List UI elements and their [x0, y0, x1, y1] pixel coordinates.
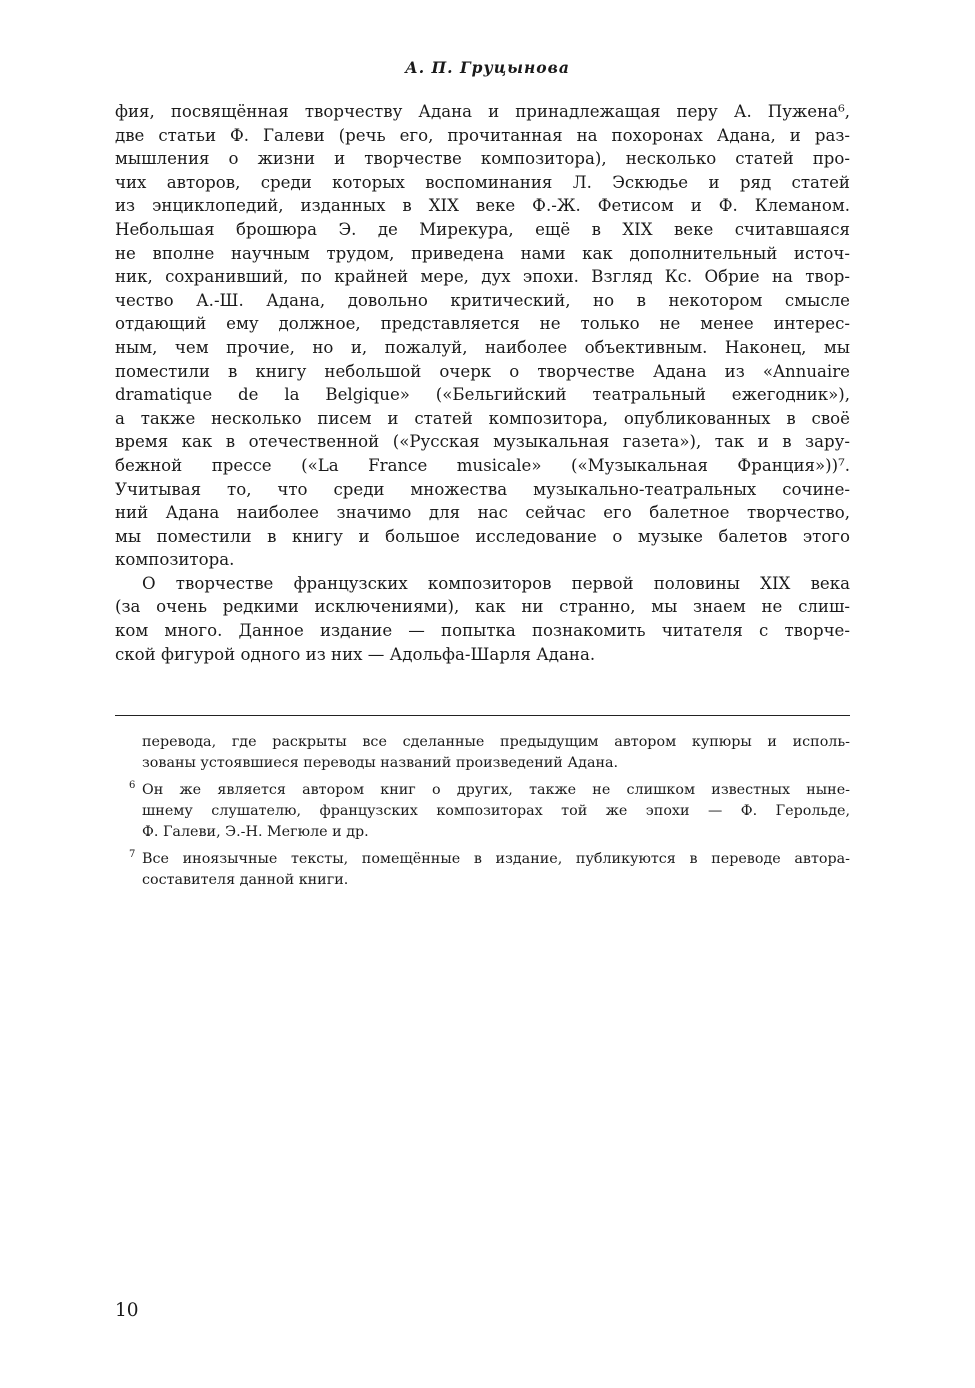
text-line: две статьи Ф. Галеви (речь его, прочитанная на похоронах Адана, и раз-: [115, 125, 850, 145]
text-line: бежной прессе («La France musicale» («Музыкальная Франция»))⁷.: [115, 455, 850, 475]
text-line: мы поместили в книгу и большое исследование о музыке балетов этого: [115, 526, 850, 546]
text-line: ний Адана наиболее значимо для нас сейчас его балетное творчество,: [115, 503, 850, 523]
footnote-divider: [115, 715, 850, 716]
text-line: отдающий ему должное, представляется не только не менее интерес-: [115, 314, 850, 334]
footnote-7: [115, 849, 850, 870]
text-line: Учитывая то, что среди множества музыкально-театральных сочине-: [115, 479, 850, 499]
text-line: dramatique de la Belgique» («Бельгийский театральный ежегодник»),: [115, 385, 850, 405]
text-line: О творчестве французских композиторов первой половины XIX века: [142, 573, 850, 593]
text-line: (за очень редкими исключениями), как ни странно, мы знаем не слиш-: [115, 597, 850, 617]
footnote-line: перевода, где раскрыты все сделанные предыдущим автором купюры и исполь-: [142, 734, 850, 750]
running-title: А. П. Груцынова: [405, 58, 570, 77]
main-text: [115, 100, 850, 666]
text-line: ным, чем прочие, но и, пожалуй, наиболее объективным. Наконец, мы: [115, 337, 850, 357]
footnote-line: шнему слушателю, французских композиторах той же эпохи — Ф. Герольде,: [142, 803, 850, 819]
footnote-line: Он же является автором книг о других, также не слишком известных ныне-: [142, 782, 850, 798]
footnote-marker: 7: [129, 849, 136, 860]
page-number: 10: [115, 1300, 139, 1321]
text-line: а также несколько писем и статей композитора, опубликованных в своё: [115, 408, 850, 428]
text-line: ской фигурой одного из них — Адольфа-Шарля Адана.: [115, 644, 596, 664]
text-line: мышления о жизни и творчестве композитора), несколько статей про-: [115, 149, 850, 169]
text-line: Небольшая брошюра Э. де Мирекура, ещё в XIX веке считавшаяся: [115, 219, 850, 239]
footnote-line: Все иноязычные тексты, помещённые в издание, публикуются в переводе автора-: [142, 851, 850, 867]
text-line: из энциклопедий, изданных в XIX веке Ф.-Ж. Фетисом и Ф. Клеманом.: [115, 196, 850, 216]
footnote-6: [115, 780, 850, 801]
footnote-marker: 6: [129, 780, 136, 791]
text-line: чих авторов, среди которых воспоминания Л. Эскюдье и ряд статей: [115, 172, 850, 192]
text-line: фия, посвящённая творчеству Адана и принадлежащая перу А. Пужена⁶,: [115, 102, 850, 121]
footnotes: [115, 732, 850, 891]
text-line: ник, сохранивший, по крайней мере, дух эпохи. Взгляд Кс. Обрие на твор-: [115, 267, 850, 287]
text-line: чество А.-Ш. Адана, довольно критический, но в некотором смысле: [115, 290, 850, 310]
text-line: не вполне научным трудом, приведена нами как дополнительный источ-: [115, 243, 850, 263]
text-line: композитора.: [115, 550, 235, 570]
text-line: поместили в книгу небольшой очерк о творчестве Адана из «Annuaire: [115, 361, 850, 381]
footnote-line: зованы устоявшиеся переводы названий произведений Адана.: [142, 755, 619, 771]
text-line: ком много. Данное издание — попытка познакомить читателя с творче-: [115, 621, 850, 641]
text-line: время как в отечественной («Русская музыкальная газета»), так и в зару-: [115, 432, 850, 452]
footnote-line: Ф. Галеви, Э.-Н. Мегюле и др.: [142, 824, 369, 840]
footnote-line: составителя данной книги.: [142, 872, 349, 888]
